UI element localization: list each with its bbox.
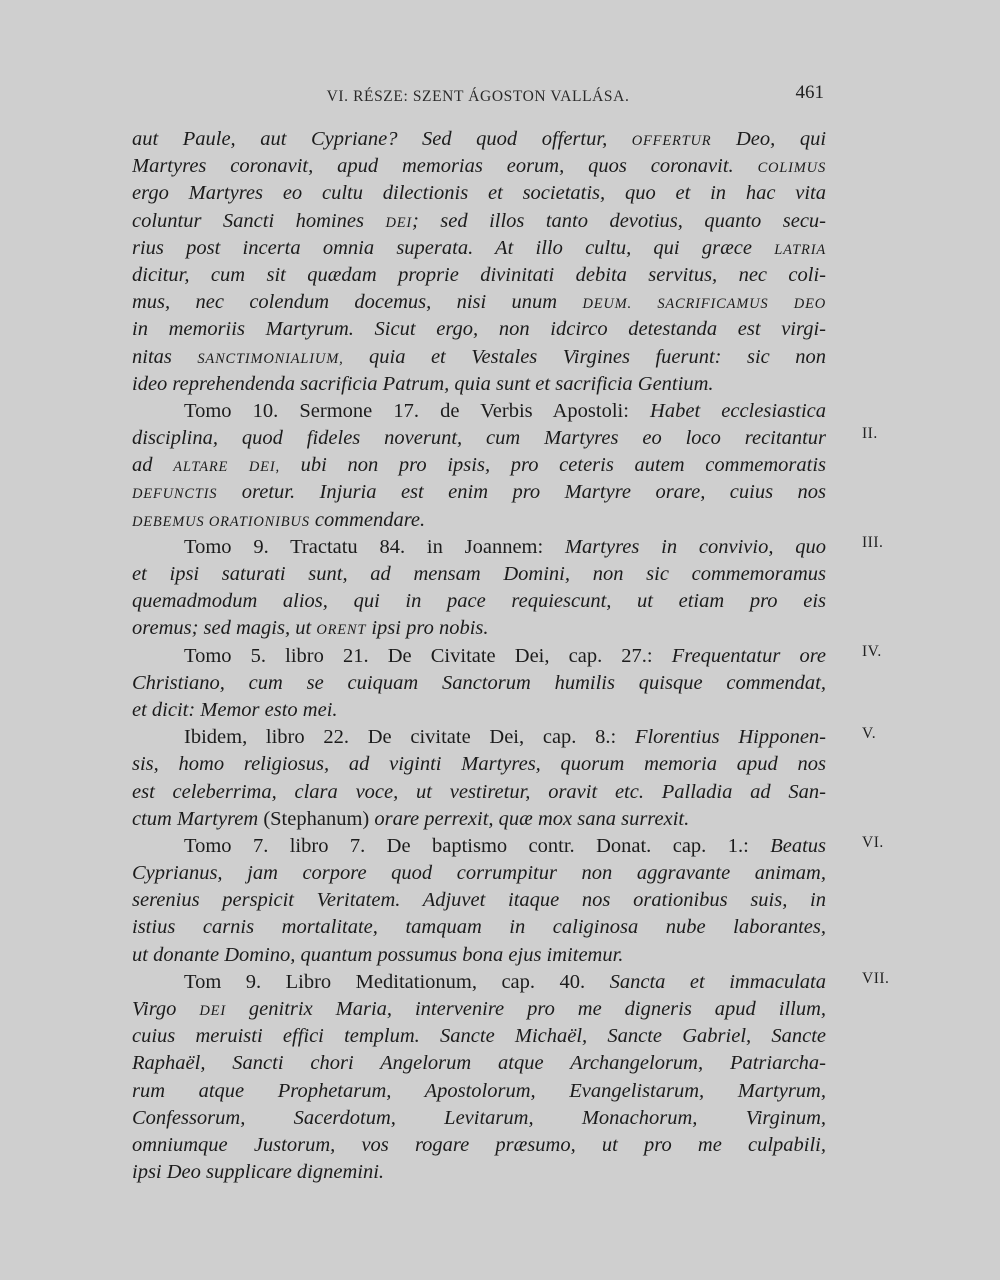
text-line: ergo Martyres eo cultu dilectionis et societatis, quo et in hac vita <box>132 182 826 205</box>
text-line: Raphaël, Sancti chori Angelorum atque Archangelorum, Patriarcha- <box>132 1052 826 1075</box>
text-line: istius carnis mortalitate, tamquam in caliginosa nube laborantes, <box>132 916 826 939</box>
section-marker: IV. <box>862 643 882 660</box>
text-line: Ibidem, libro 22. De civitate Dei, cap. 8.: Florentius Hipponen- <box>184 726 826 749</box>
text-line: rius post incerta omnia superata. At illo cultu, qui græce LATRIA <box>132 236 826 259</box>
text-line: aut Paule, aut Cypriane? Sed quod offertur, OFFERTUR Deo, qui <box>132 128 826 150</box>
text-line: et ipsi saturati sunt, ad mensam Domini, non sic commemoramus <box>132 563 826 585</box>
section-marker: VI. <box>862 834 884 851</box>
text-line: Tomo 7. libro 7. De baptismo contr. Donat. cap. 1.: Beatus <box>184 834 826 857</box>
text-line: quemadmodum alios, qui in pace requiescunt, ut etiam pro eis <box>132 590 826 613</box>
text-line: Confessorum, Sacerdotum, Levitarum, Monachorum, Virginum, <box>132 1106 826 1129</box>
text-line: cuius meruisti effici templum. Sancte Michaël, Sancte Gabriel, Sancte <box>132 1025 826 1048</box>
text-line: Tomo 5. libro 21. De Civitate Dei, cap. 27.: Frequentatur ore <box>184 644 826 667</box>
text-line: Tomo 9. Tractatu 84. in Joannem: Martyres in convivio, quo <box>184 535 826 558</box>
text-line: est celeberrima, clara voce, ut vestiretur, oravit etc. Palladia ad San- <box>132 780 826 803</box>
text-line: Tom 9. Libro Meditationum, cap. 40. Sancta et immaculata <box>184 970 826 993</box>
page-header <box>132 82 824 112</box>
text-line: omniumque Justorum, vos rogare præsumo, ut pro me culpabili, <box>132 1133 826 1156</box>
text-line: Martyres coronavit, apud memorias eorum, quos coronavit. COLIMUS <box>132 155 826 178</box>
text-line: Tomo 10. Sermone 17. de Verbis Apostoli: Habet ecclesiastica <box>184 399 826 422</box>
section-marker: II. <box>862 425 878 442</box>
text-line: ideo reprehendenda sacrificia Patrum, quia sunt et sacrificia Gentium. <box>132 372 714 395</box>
text-line: ad ALTARE DEI, ubi non pro ipsis, pro ceteris autem commemoratis <box>132 454 826 477</box>
text-line: ipsi Deo supplicare dignemini. <box>132 1161 385 1184</box>
text-line: oremus; sed magis, ut ORENT ipsi pro nobis. <box>132 617 489 640</box>
running-head: VI. RÉSZE: SZENT ÁGOSTON VALLÁSA. <box>326 88 630 105</box>
text-line: serenius perspicit Veritatem. Adjuvet itaque nos orationibus suis, in <box>132 889 826 912</box>
text-line: dicitur, cum sit quædam proprie divinitati debita servitus, nec coli- <box>132 263 826 286</box>
text-line: Christiano, cum se cuiquam Sanctorum humilis quisque commendat, <box>132 671 826 694</box>
text-line: ctum Martyrem (Stephanum) orare perrexit, quæ mox sana surrexit. <box>132 807 690 830</box>
section-marker: III. <box>862 534 884 551</box>
body-text <box>132 126 826 1186</box>
text-line: DEBEMUS ORATIONIBUS commendare. <box>132 508 426 531</box>
text-line: Cyprianus, jam corpore quod corrumpitur non aggravante animam, <box>132 862 826 885</box>
text-line: disciplina, quod fideles noverunt, cum Martyres eo loco recitantur <box>132 427 826 450</box>
text-line: et dicit: Memor esto mei. <box>132 698 338 721</box>
page-number: 461 <box>795 82 824 103</box>
text-line: ut donante Domino, quantum possumus bona ejus imitemur. <box>132 943 624 966</box>
text-line: DEFUNCTIS oretur. Injuria est enim pro Martyre orare, cuius nos <box>132 481 826 504</box>
text-line: mus, nec colendum docemus, nisi unum DEUM. SACRIFICAMUS DEO <box>132 291 826 314</box>
section-marker: VII. <box>862 970 890 987</box>
text-line: sis, homo religiosus, ad viginti Martyres, quorum memoria apud nos <box>132 753 826 776</box>
text-line: in memoriis Martyrum. Sicut ergo, non idcirco detestanda est virgi- <box>132 318 826 341</box>
text-line: nitas SANCTIMONIALIUM, quia et Vestales Virgines fuerunt: sic non <box>132 345 826 368</box>
text-line: rum atque Prophetarum, Apostolorum, Evangelistarum, Martyrum, <box>132 1079 826 1102</box>
text-line: Virgo DEI genitrix Maria, intervenire pro me digneris apud illum, <box>132 998 826 1020</box>
section-marker: V. <box>862 725 877 742</box>
text-line: coluntur Sancti homines DEI; sed illos tanto devotius, quanto secu- <box>132 209 826 232</box>
